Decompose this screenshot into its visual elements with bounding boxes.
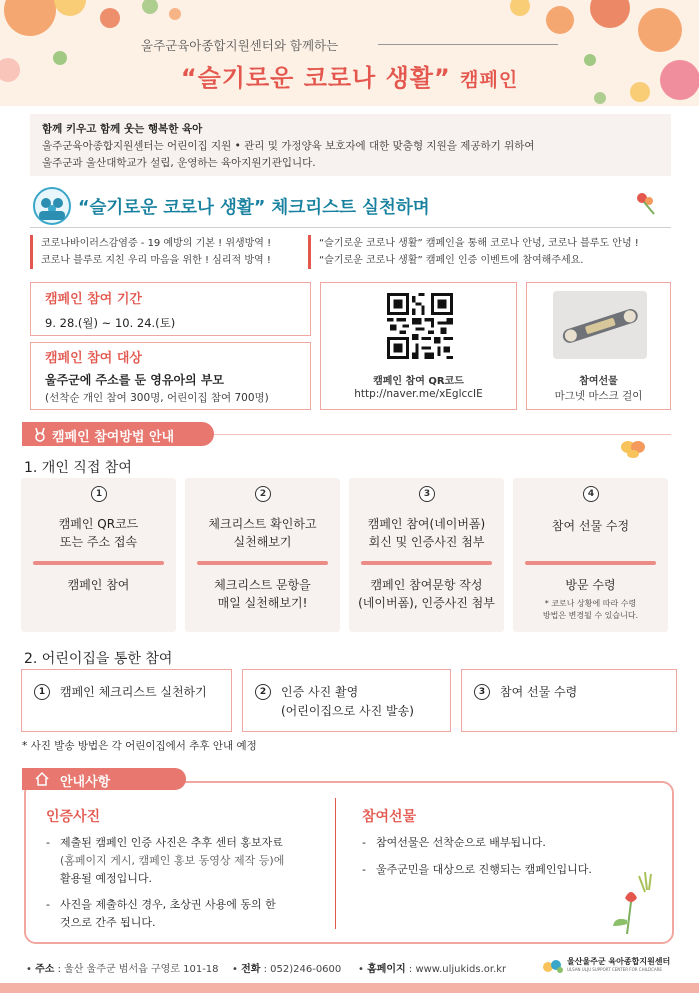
notice-line: 사진을 제출하신 경우, 초상권 사용에 동의 한: [60, 898, 276, 911]
step-title-line-2: 회신 및 인증사진 첨부: [368, 535, 485, 549]
notice-photo-title: 인증사진: [46, 809, 101, 825]
step-title-line-1: 참여 선물 수정: [551, 519, 630, 533]
method-banner-line: [214, 434, 671, 435]
step-desc-line-2: 매일 실천해보기!: [217, 596, 308, 610]
step-desc-line-2: (네이버폼), 인증사진 첨부: [358, 596, 495, 610]
step-desc: [21, 576, 176, 594]
footer-bar: [0, 983, 699, 993]
section-daycare-title: 2. 어린이집을 통한 참여: [24, 651, 173, 667]
notice-line: 것으로 간주 됩니다.: [60, 916, 156, 929]
step-title-line-1: 캠페인 QR코드: [58, 517, 139, 531]
org-text: 울주군육아종합지원센터와 함께하는: [141, 38, 339, 53]
notice-divider: [335, 798, 336, 929]
step-number: 4: [583, 486, 599, 502]
step-divider: [525, 561, 656, 565]
step-card-2: [185, 478, 340, 632]
step-desc: [349, 576, 504, 612]
note-right-line-2: “슬기로운 코로나 생활” 캠페인 인증 이벤트에 참여해주세요.: [319, 255, 584, 266]
step-title-line-2: 또는 주소 접속: [59, 535, 138, 549]
daycare-step-line-2: (어린이집으로 사진 발송): [281, 704, 414, 718]
step-desc-line-1: 캠페인 참여문항 작성: [370, 578, 483, 592]
period-value: 9. 28.(월) ~ 10. 24.(토): [45, 316, 176, 330]
page-title: [0, 58, 699, 93]
footer-website-link[interactable]: : www.uljukids.or.kr: [405, 964, 507, 975]
daycare-step-3: [461, 669, 677, 732]
footer-phone-value: : 052)246-0600: [260, 964, 342, 975]
intro-box: [30, 114, 671, 176]
family-mask-icon: [33, 187, 71, 225]
target-note: (선착순 개인 참여 300명, 어린이집 참여 700명): [45, 392, 269, 404]
qr-code-icon[interactable]: [387, 293, 453, 359]
footer-website: • 홈페이지 : www.uljukids.or.kr: [358, 964, 507, 975]
note-left-line-1: 코로나바이러스감염증 - 19 예방의 기본 ! 위생방역 !: [41, 238, 272, 249]
step-title: [513, 517, 668, 535]
daycare-step-number: 1: [34, 684, 50, 700]
photo-footnote: * 사진 발송 방법은 각 어린이집에서 추후 안내 예정: [22, 740, 257, 752]
home-icon: [34, 771, 50, 787]
daycare-step-2: [242, 669, 451, 732]
notice-photo-item-2: [46, 896, 326, 932]
center-logo-text: 울산울주군 육아종합지원센터: [567, 957, 671, 966]
method-banner: [22, 422, 214, 446]
target-box: [30, 342, 311, 410]
footer-phone-label: 전화: [241, 964, 261, 975]
footer: [0, 951, 699, 981]
dash-bullet: -: [362, 836, 366, 849]
tulip-icon: [605, 868, 665, 938]
daycare-step-line-1: 인증 사진 촬영: [281, 685, 359, 699]
notice-line: 참여선물은 선착순으로 배부됩니다.: [376, 836, 546, 849]
footer-phone: • 전화 : 052)246-0600: [232, 964, 342, 975]
intro-headline: 함께 키우고 함께 웃는 행복한 육아: [42, 123, 203, 135]
step-card-1: [21, 478, 176, 632]
daycare-step-line-1: 캠페인 체크리스트 실천하기: [60, 685, 207, 699]
step-number: 3: [419, 486, 435, 502]
intro-text-1: 울주군육아종합지원센터는 어린이집 지원 • 관리 및 가정양육 보호자에 대한 맞춤형 지원을 제공하기 위하여: [42, 140, 535, 152]
step-desc-line-1: 캠페인 참여: [67, 578, 130, 592]
gift-name: 마그넷 마스크 걸이: [554, 390, 643, 402]
notice-gift-item-1: [362, 834, 652, 852]
flower-icon: [630, 188, 660, 218]
step-note-line-2: 방법은 변경될 수 있습니다.: [542, 611, 639, 620]
step-desc-line-1: 체크리스트 문항을: [214, 578, 311, 592]
checklist-note-right: [308, 235, 639, 269]
checklist-divider: [30, 227, 671, 228]
footer-address-value: : 울산 울주군 범서읍 구영로 101-18: [54, 964, 219, 975]
daycare-step-text: [500, 683, 577, 702]
target-label: 캠페인 참여 대상: [45, 351, 142, 366]
dash-bullet: -: [46, 836, 50, 849]
step-number: 2: [255, 486, 271, 502]
step-desc: [513, 576, 668, 594]
title-suffix: 캠페인: [460, 69, 519, 91]
period-box: [30, 282, 311, 336]
step-title-line-1: 캠페인 참여(네이버폼): [367, 517, 486, 531]
center-logo-subtext: ULSAN ULJU SUPPORT CENTER FOR CHILDCARE: [567, 967, 662, 972]
footer-website-label: 홈페이지: [367, 964, 406, 975]
step-note-line-1: * 코로나 상황에 따라 수령: [544, 599, 637, 608]
qr-box: [320, 282, 517, 410]
step-desc: [185, 576, 340, 612]
qr-url-link[interactable]: http://naver.me/xEglccIE: [354, 388, 483, 400]
notice-gift-title: 참여선물: [362, 809, 417, 825]
daycare-step-number: 2: [255, 684, 271, 700]
step-note: [513, 598, 668, 622]
butterfly-icon: [620, 438, 646, 460]
notice-line: (홈페이지 게시, 캠페인 홍보 동영상 제작 등)에: [60, 854, 285, 867]
gift-label: 참여선물: [579, 376, 618, 387]
step-title: [21, 515, 176, 551]
note-left-line-2: 코로나 블루로 지친 우리 마음을 위한 ! 심리적 방역 !: [41, 255, 271, 266]
qr-label: 캠페인 참여 QR코드: [373, 376, 464, 387]
center-logo-icon: [542, 958, 564, 974]
title-main: “슬기로운 코로나 생활”: [180, 64, 451, 92]
footer-address: • 주소 : 울산 울주군 범서읍 구영로 101-18: [26, 964, 219, 975]
method-banner-text: 캠페인 참여방법 안내: [52, 430, 175, 445]
header-divider: [378, 44, 558, 45]
notice-line: 활용될 예정입니다.: [60, 872, 153, 885]
step-card-3: [349, 478, 504, 632]
daycare-step-text: [281, 683, 414, 721]
step-card-4: [513, 478, 668, 632]
step-divider: [33, 561, 164, 565]
intro-text-2: 울주군과 울산대학교가 설립, 운영하는 육아지원기관입니다.: [42, 157, 316, 169]
notice-line: 울주군민을 대상으로 진행되는 캠페인입니다.: [376, 863, 592, 876]
step-title-line-1: 체크리스트 확인하고: [208, 517, 317, 531]
step-desc-line-1: 방문 수령: [565, 578, 616, 592]
step-title-line-2: 실천해보기: [233, 535, 292, 549]
section-individual-title: 1. 개인 직접 참여: [24, 460, 132, 476]
checklist-title: “슬기로운 코로나 생활” 체크리스트 실천하며: [78, 198, 430, 218]
step-title: [185, 515, 340, 551]
daycare-step-number: 3: [474, 684, 490, 700]
step-title: [349, 515, 504, 551]
checklist-note-left: [30, 235, 271, 269]
rabbit-icon: [32, 426, 48, 442]
dash-bullet: -: [362, 863, 366, 876]
daycare-step-text: [60, 683, 207, 702]
mask-holder-image: [553, 291, 647, 359]
gift-box: [526, 282, 671, 410]
period-label: 캠페인 참여 기간: [45, 292, 142, 307]
notice-photo-item-1: [46, 834, 326, 888]
footer-address-label: 주소: [35, 964, 55, 975]
header-banner: [0, 0, 699, 106]
target-value: 울주군에 주소를 둔 영유아의 부모: [45, 373, 225, 387]
step-divider: [197, 561, 328, 565]
notice-line: 제출된 캠페인 인증 사진은 추후 센터 홍보자료: [60, 836, 283, 849]
step-divider: [361, 561, 492, 565]
notice-banner-text: 안내사항: [60, 775, 111, 790]
daycare-step-line-1: 참여 선물 수령: [500, 685, 578, 699]
step-number: 1: [91, 486, 107, 502]
note-right-line-1: “슬기로운 코로나 생활” 캠페인을 통해 코로나 안녕, 코로나 블루도 안녕 !: [319, 238, 639, 249]
daycare-step-1: [21, 669, 232, 732]
dash-bullet: -: [46, 898, 50, 911]
